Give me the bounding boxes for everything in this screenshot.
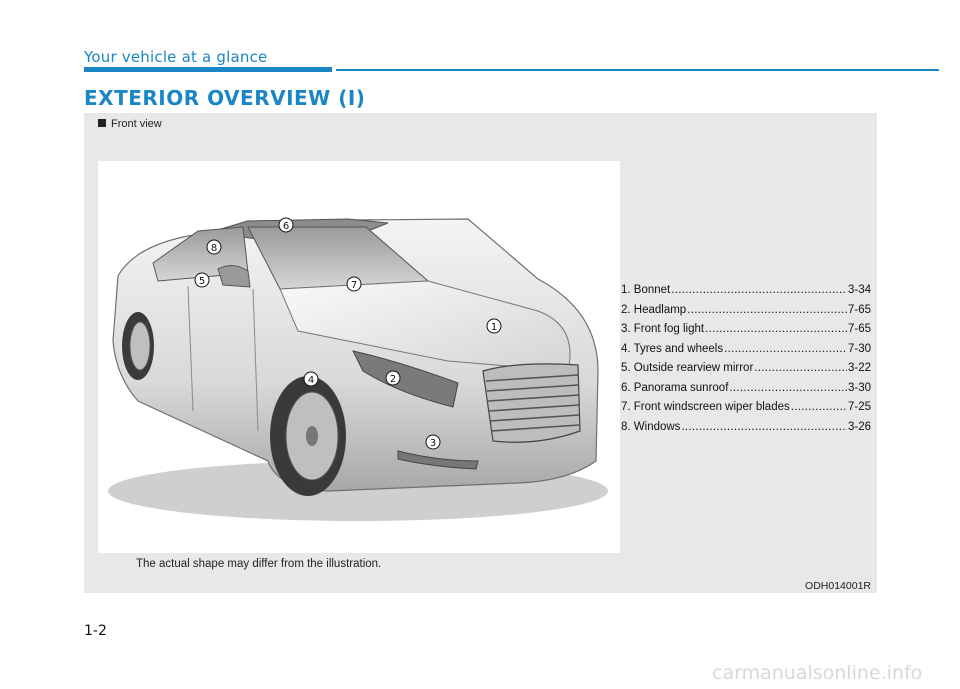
leader-dots	[687, 301, 847, 321]
callout-5	[195, 273, 209, 287]
legend-item	[621, 359, 871, 379]
legend-item	[621, 379, 871, 399]
footer-watermark: carmanualsonline.info	[712, 662, 923, 684]
section-header: Your vehicle at a glance	[84, 48, 268, 66]
figure-caption: The actual shape may differ from the illustration.	[136, 558, 382, 570]
legend-item-page: 7-30	[847, 342, 871, 355]
svg-text:1: 1	[490, 322, 498, 333]
svg-text:2: 2	[389, 374, 397, 385]
legend-item	[621, 281, 871, 301]
legend-item-page: 3-22	[847, 362, 871, 374]
callout-3	[426, 435, 440, 449]
square-bullet-icon	[98, 119, 106, 127]
legend-item-page: 7-25	[847, 401, 871, 413]
car-illustration	[98, 161, 620, 553]
legend-item	[621, 320, 871, 340]
leader-dots	[791, 398, 847, 418]
legend-item-label: 8. Windows	[621, 420, 681, 433]
callout-1	[487, 319, 501, 333]
section-rule-thin	[336, 69, 939, 71]
legend-item-page: 7-65	[847, 303, 871, 316]
section-rule-thick	[84, 67, 332, 72]
callout-6	[279, 218, 293, 232]
callout-4	[304, 372, 318, 386]
figure-code: ODH014001R	[805, 580, 871, 592]
svg-text:6: 6	[282, 221, 290, 232]
callout-8	[207, 240, 221, 254]
leader-dots	[729, 379, 847, 399]
panel-label-text: Front view	[111, 118, 162, 130]
legend-item-label: 5. Outside rearview mirror	[621, 362, 754, 374]
legend-item	[621, 418, 871, 438]
svg-text:7: 7	[350, 280, 358, 291]
legend-item-page: 3-26	[847, 420, 871, 433]
page-title: EXTERIOR OVERVIEW (I)	[84, 86, 366, 110]
figure-panel	[84, 113, 877, 593]
leader-dots	[724, 340, 847, 360]
leader-dots	[705, 320, 847, 340]
leader-dots	[671, 281, 847, 301]
legend-item-page: 3-34	[847, 284, 871, 296]
callout-7	[347, 277, 361, 291]
leader-dots	[681, 418, 847, 438]
legend-item-page: 3-30	[847, 381, 871, 394]
leader-dots	[754, 359, 847, 379]
legend-item	[621, 340, 871, 360]
legend-item-label: 3. Front fog light	[621, 323, 705, 335]
svg-text:4: 4	[307, 375, 315, 386]
svg-text:5: 5	[198, 276, 206, 287]
legend-item-label: 7. Front windscreen wiper blades	[621, 401, 790, 413]
svg-text:3: 3	[429, 438, 437, 449]
svg-text:8: 8	[210, 243, 218, 254]
legend-item-label: 4. Tyres and wheels	[621, 342, 724, 355]
car-drawing	[98, 161, 620, 553]
parts-legend	[621, 281, 871, 437]
legend-item	[621, 301, 871, 321]
callout-2	[386, 371, 400, 385]
legend-item-label: 6. Panorama sunroof	[621, 381, 729, 394]
page-number: 1-2	[84, 623, 107, 639]
legend-item-label: 2. Headlamp	[621, 303, 687, 316]
panel-label	[98, 118, 162, 130]
legend-item	[621, 398, 871, 418]
legend-item-page: 7-65	[847, 323, 871, 335]
legend-item-label: 1. Bonnet	[621, 284, 671, 296]
